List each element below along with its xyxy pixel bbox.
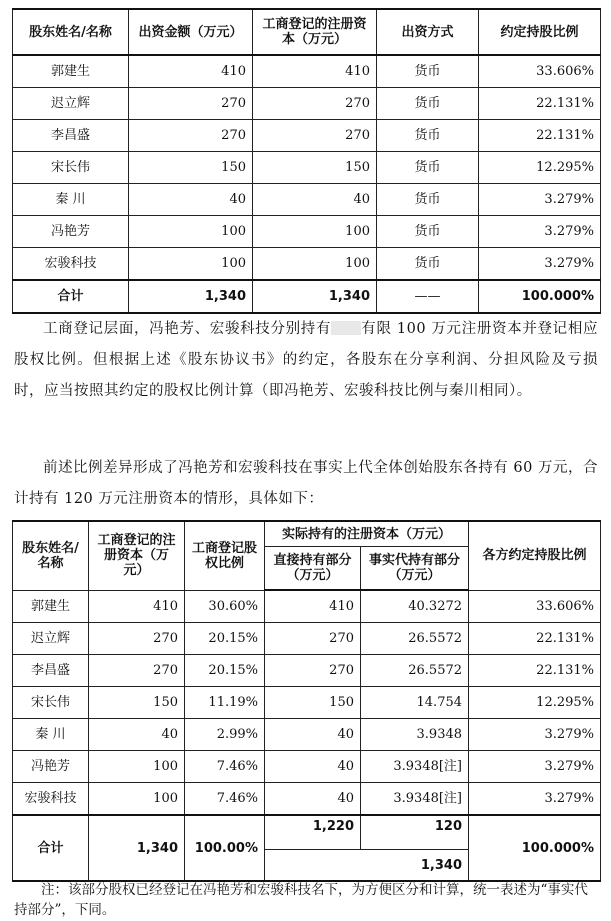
table2-cell-reg-ratio: 2.99%: [185, 719, 265, 751]
table1-cell-reg-capital: 270: [253, 120, 377, 152]
table1-cell-reg-capital: 40: [253, 184, 377, 216]
table1-cell-ratio: 12.295%: [479, 152, 601, 184]
table1-cell-name: 郭建生: [13, 55, 129, 88]
table2-cell-reg-capital: 270: [89, 655, 185, 687]
table2-header-direct: 直接持有部分（万元）: [265, 547, 361, 591]
table1-total-ratio: 100.000%: [479, 280, 601, 313]
table1-cell-amount: 100: [129, 248, 253, 281]
table1-cell-reg-capital: 270: [253, 88, 377, 120]
table1-cell-name: 迟立辉: [13, 88, 129, 120]
table2-cell-proxy: 26.5572: [361, 623, 469, 655]
actual-holding-table: [12, 520, 601, 882]
table2-header-reg-ratio: 工商登记股权比例: [185, 521, 265, 590]
paragraph-difference: 前述比例差异形成了冯艳芳和宏骏科技在事实上代全体创始股东各持有 60 万元，合计持有 120 万元注册资本的情形，具体如下：: [14, 460, 598, 507]
table1-header-reg-capital: 工商登记的注册资本（万元）: [253, 9, 377, 55]
table1-cell-amount: 40: [129, 184, 253, 216]
table2-cell-name: 宏骏科技: [13, 783, 89, 816]
table1-header-name: 股东姓名/名称: [13, 9, 129, 55]
table-row: [13, 184, 601, 216]
table2-header-actual: 实际持有的注册资本（万元）: [265, 521, 469, 547]
table-row: [13, 751, 601, 783]
table-row: [13, 248, 601, 281]
table2-total-actual: 1,340: [265, 850, 469, 882]
table-row: [13, 719, 601, 751]
table2-cell-reg-capital: 270: [89, 623, 185, 655]
table1-header-ratio: 约定持股比例: [479, 9, 601, 55]
table2-cell-name: 宋长伟: [13, 687, 89, 719]
table2-cell-name: 秦 川: [13, 719, 89, 751]
table2-header-row-1: [13, 521, 601, 547]
table1-cell-method: 货币: [377, 55, 479, 88]
table-row: [13, 590, 601, 623]
paragraph1-before: 工商登记层面，冯艳芳、宏骏科技分别持有: [43, 321, 332, 337]
table2-cell-proxy: 3.9348[注]: [361, 751, 469, 783]
table1-cell-ratio: 3.279%: [479, 248, 601, 281]
table2-cell-proxy: 14.754: [361, 687, 469, 719]
table1-cell-amount: 150: [129, 152, 253, 184]
table1-cell-name: 李昌盛: [13, 120, 129, 152]
table2-cell-reg-capital: 410: [89, 590, 185, 623]
table1-cell-reg-capital: 150: [253, 152, 377, 184]
table1-header-method: 出资方式: [377, 9, 479, 55]
table2-cell-direct: 150: [265, 687, 361, 719]
table-row: [13, 152, 601, 184]
table2-header-reg-capital: 工商登记的注册资本（万元）: [89, 521, 185, 590]
table2-total-row: [13, 815, 601, 850]
table2-cell-agreed: 33.606%: [469, 590, 601, 623]
paragraph1-after: 有限 100 万元注册资本并登记相应股权比例。但根据上述《股东协议书》的约定，各股东在分享利润、分担风险及亏损时，应当按照其约定的股权比例计算（即冯艳芳、宏骏科技比例与秦川相同）。: [14, 321, 598, 399]
table2-cell-reg-capital: 40: [89, 719, 185, 751]
table1-cell-amount: 270: [129, 88, 253, 120]
table2-total-reg-capital: 1,340: [89, 815, 185, 881]
table-row: [13, 216, 601, 248]
table1-cell-name: 秦 川: [13, 184, 129, 216]
paragraph-registration: [14, 314, 598, 407]
table2-cell-proxy: 26.5572: [361, 655, 469, 687]
table2-cell-direct: 40: [265, 719, 361, 751]
table1-total-reg-capital: 1,340: [253, 280, 377, 313]
table2-cell-agreed: 22.131%: [469, 623, 601, 655]
table2-cell-proxy: 40.3272: [361, 590, 469, 623]
table1-cell-ratio: 3.279%: [479, 216, 601, 248]
table1-cell-name: 冯艳芳: [13, 216, 129, 248]
table1-cell-name: 宋长伟: [13, 152, 129, 184]
table2-cell-reg-capital: 100: [89, 783, 185, 816]
table2-cell-agreed: 22.131%: [469, 655, 601, 687]
table2-cell-reg-ratio: 30.60%: [185, 590, 265, 623]
table2-cell-proxy: 3.9348: [361, 719, 469, 751]
table2-cell-reg-ratio: 11.19%: [185, 687, 265, 719]
table1-cell-reg-capital: 100: [253, 248, 377, 281]
table2-cell-reg-ratio: 20.15%: [185, 655, 265, 687]
table2-total-proxy: 120: [361, 815, 469, 850]
table1-header-amount: 出资金额（万元）: [129, 9, 253, 55]
table2-cell-agreed: 12.295%: [469, 687, 601, 719]
table2-cell-direct: 40: [265, 783, 361, 816]
table2-header-name: 股东姓名/名称: [13, 521, 89, 590]
table-row: [13, 120, 601, 152]
table1-cell-ratio: 33.606%: [479, 55, 601, 88]
table2-cell-proxy: 3.9348[注]: [361, 783, 469, 816]
table1-cell-ratio: 3.279%: [479, 184, 601, 216]
table-row: [13, 687, 601, 719]
table1-header-row: [13, 9, 601, 55]
table1-total-amount: 1,340: [129, 280, 253, 313]
shareholder-contribution-table: [12, 8, 601, 314]
table2-cell-agreed: 3.279%: [469, 719, 601, 751]
table1-cell-method: 货币: [377, 88, 479, 120]
table1-cell-method: 货币: [377, 152, 479, 184]
table1-total-label: 合计: [13, 280, 129, 313]
table2-cell-reg-capital: 100: [89, 751, 185, 783]
table-row: [13, 623, 601, 655]
table2-cell-reg-capital: 150: [89, 687, 185, 719]
table-row: [13, 55, 601, 88]
table2-cell-name: 迟立辉: [13, 623, 89, 655]
table-row: [13, 88, 601, 120]
table1-cell-reg-capital: 410: [253, 55, 377, 88]
table2-header-agreed: 各方约定持股比例: [469, 521, 601, 590]
table-row: [13, 783, 601, 816]
table2-total-direct: 1,220: [265, 815, 361, 850]
table2-total-label: 合计: [13, 815, 89, 881]
table1-total-method: ——: [377, 280, 479, 313]
table2-cell-reg-ratio: 20.15%: [185, 623, 265, 655]
table2-cell-name: 冯艳芳: [13, 751, 89, 783]
table1-cell-reg-capital: 100: [253, 216, 377, 248]
table2-total-agreed: 100.000%: [469, 815, 601, 881]
table1-cell-amount: 100: [129, 216, 253, 248]
table1-cell-method: 货币: [377, 248, 479, 281]
footnote: 注：该部分股权已经登记在冯艳芳和宏骏科技名下，为方便区分和计算，统一表述为“事实代持部分”，下同。: [14, 882, 588, 918]
table1-total-row: [13, 280, 601, 313]
table-row: [13, 655, 601, 687]
table1-cell-amount: 270: [129, 120, 253, 152]
table2-cell-name: 李昌盛: [13, 655, 89, 687]
table2-cell-direct: 40: [265, 751, 361, 783]
table2-cell-reg-ratio: 7.46%: [185, 751, 265, 783]
table1-cell-amount: 410: [129, 55, 253, 88]
table1-cell-name: 宏骏科技: [13, 248, 129, 281]
redacted-block: [331, 321, 361, 335]
table1-cell-ratio: 22.131%: [479, 88, 601, 120]
table2-cell-direct: 270: [265, 623, 361, 655]
table1-cell-ratio: 22.131%: [479, 120, 601, 152]
table1-cell-method: 货币: [377, 184, 479, 216]
table2-cell-agreed: 3.279%: [469, 783, 601, 816]
table2-cell-name: 郭建生: [13, 590, 89, 623]
table1-cell-method: 货币: [377, 216, 479, 248]
table2-total-reg-ratio: 100.00%: [185, 815, 265, 881]
table1-cell-method: 货币: [377, 120, 479, 152]
table2-cell-reg-ratio: 7.46%: [185, 783, 265, 816]
table2-cell-direct: 410: [265, 590, 361, 623]
table2-header-proxy: 事实代持有部分（万元）: [361, 547, 469, 591]
table2-cell-direct: 270: [265, 655, 361, 687]
table2-cell-agreed: 3.279%: [469, 751, 601, 783]
